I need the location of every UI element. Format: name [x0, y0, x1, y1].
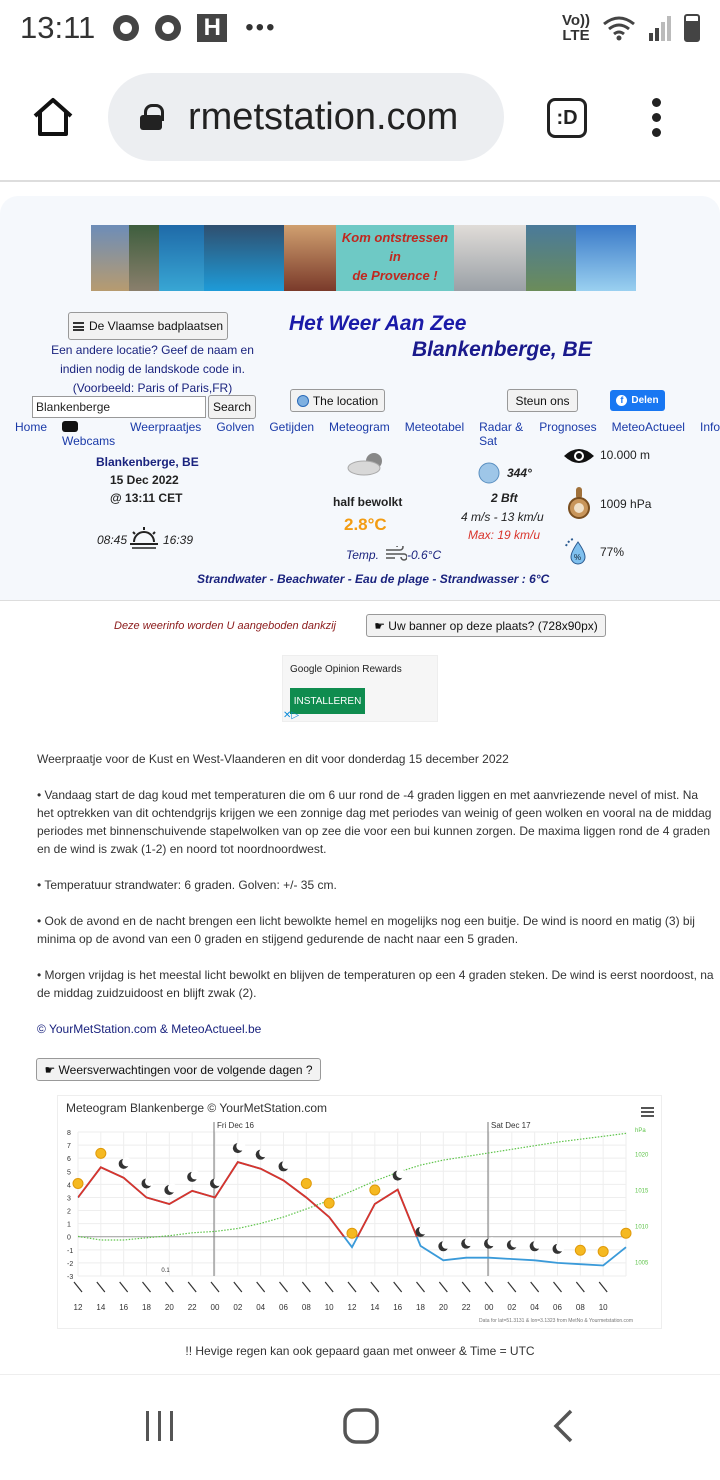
y2-tick-label: 1010 — [635, 1224, 649, 1231]
google-ad[interactable] — [282, 655, 438, 722]
nav-radar-sat[interactable]: Radar & Sat — [479, 420, 524, 448]
hamburger-icon — [73, 322, 84, 331]
sun-symbol — [598, 1247, 608, 1257]
feels-like-label: Temp. — [346, 548, 379, 562]
y-tick-label: 7 — [67, 1143, 71, 1151]
moon-symbol-mask — [236, 1142, 245, 1151]
sea-water-temp: Strandwater - Beachwater - Eau de plage - Strandwasser : 6°C — [197, 572, 550, 586]
moon-symbol-mask — [122, 1157, 131, 1166]
nav-weerpraatjes[interactable]: Weerpraatjes — [130, 420, 202, 434]
wind-direction-icon — [477, 460, 501, 486]
status-time: 13:11 — [20, 10, 96, 45]
y-tick-label: -1 — [67, 1247, 74, 1255]
x-tick-label: 02 — [233, 1303, 243, 1312]
x-tick-label: 22 — [187, 1303, 197, 1312]
wind-beaufort: 2 Bft — [491, 491, 518, 505]
wind-arrow — [302, 1282, 310, 1292]
wind-arrow — [325, 1282, 333, 1292]
x-tick-label: 08 — [301, 1303, 311, 1312]
chart-menu-icon — [641, 1107, 654, 1109]
wind-arrow — [211, 1282, 219, 1292]
moon-symbol-mask — [488, 1237, 497, 1246]
y2-tick-label: 1020 — [635, 1152, 649, 1159]
weather-time: @ 13:11 CET — [110, 491, 183, 505]
chrome-notification-icon — [113, 15, 139, 41]
wifi-icon — [602, 15, 636, 41]
moon-symbol-mask — [396, 1169, 405, 1178]
support-button[interactable]: Steun ons — [507, 389, 578, 412]
sunrise-time: 08:45 — [97, 533, 128, 547]
page-content — [0, 196, 720, 1374]
google-ad-title: Google Opinion Rewards — [290, 664, 402, 675]
chart-credit: Data for lat=51.3131 & lon=3.1323 from MetNo & Yourmetstation.com — [479, 1318, 633, 1324]
sun-symbol — [347, 1228, 357, 1238]
ad-banner[interactable] — [91, 225, 636, 291]
divider — [0, 600, 720, 601]
moon-symbol-mask — [191, 1170, 200, 1179]
moon-symbol-mask — [214, 1177, 223, 1186]
banner-photo — [526, 225, 576, 291]
nav-meteotabel[interactable]: Meteotabel — [404, 420, 465, 434]
y-tick-label: -2 — [67, 1260, 74, 1268]
weather-condition: half bewolkt — [333, 495, 403, 509]
nav-golven[interactable]: Golven — [216, 420, 255, 434]
wind-arrow — [97, 1282, 105, 1292]
x-tick-label: 04 — [256, 1303, 266, 1312]
forecast-button[interactable]: ☛ Weersverwachtingen voor de volgende dagen ? — [36, 1058, 321, 1081]
banner-photo — [204, 225, 284, 291]
banner-photo — [129, 225, 159, 291]
y-tick-label: 0 — [67, 1234, 71, 1242]
chart-menu-icon — [641, 1115, 654, 1117]
sun-symbol — [575, 1245, 585, 1255]
x-tick-label: 16 — [119, 1303, 129, 1312]
report-paragraph: • Ook de avond en de nacht brengen een licht bewolkte hemel en mogelijks nog een buitje. De wind is noord en matig (3) bij minima op de avond van een 0 graden en stijgend gedurende de nacht naar een 5 graden. — [37, 914, 695, 946]
x-tick-label: 06 — [553, 1303, 562, 1312]
nav-info[interactable]: Info — [699, 420, 720, 434]
weather-report — [37, 750, 717, 1056]
h-app-icon: H — [197, 14, 227, 42]
x-tick-label: 08 — [575, 1303, 585, 1312]
wind-arrow — [531, 1282, 539, 1292]
pressure-value: 1009 hPa — [600, 497, 652, 511]
x-tick-label: 14 — [370, 1303, 380, 1312]
globe-icon — [297, 395, 309, 407]
signal-icon — [648, 15, 672, 41]
moon-symbol-mask — [145, 1177, 154, 1186]
banner-photo — [91, 225, 129, 291]
report-paragraph: • Vandaag start de dag koud met temperaturen die om 6 uur rond de -4 graden liggen en met aanvriezende nevel of mist. Na het optrekken van dit ochtendgrijs krijgen we een zonnige dag met periodes van weinig of geen wolken en vooral na de middag periodes met binnenschuivende stapelwolken van op zee die voor een bui kunnen zorgen. De maxima liggen rond de 4 graden en de wind is zwak (1-2) en noord tot noordnoordwest. — [37, 788, 712, 856]
site-nav — [0, 420, 720, 448]
site-title: Het Weer Aan Zee — [289, 312, 467, 335]
wind-arrow — [599, 1282, 607, 1292]
location-prompt: Een andere locatie? Geef de naam en indien nodig de landskode code in. (Voorbeeld: Paris of Paris,FR) — [51, 343, 254, 395]
lte-indicator: Vo)) LTE — [561, 12, 590, 44]
moon-symbol-mask — [282, 1160, 291, 1169]
url-text: rmetstation.com — [188, 95, 459, 138]
nav-home[interactable]: Home — [15, 420, 48, 434]
x-tick-label: 12 — [73, 1303, 83, 1312]
wind-direction: 344° — [507, 466, 532, 480]
search-button[interactable]: Search — [208, 395, 256, 419]
beaches-button[interactable]: De Vlaamse badplaatsen — [68, 312, 228, 340]
barometer-icon — [568, 486, 590, 520]
tab-switcher-button[interactable]: :D — [547, 98, 587, 138]
banner-photo — [454, 225, 526, 291]
x-tick-label: 10 — [598, 1303, 608, 1312]
wind-chill-icon — [385, 546, 407, 562]
nav-meteoactueel[interactable]: MeteoActueel — [611, 420, 685, 434]
google-ad-install-button[interactable]: INSTALLEREN — [290, 688, 365, 714]
y-tick-label: -3 — [67, 1274, 74, 1281]
partly-cloudy-icon — [344, 450, 392, 478]
wind-speed: 4 m/s - 13 km/u — [461, 510, 544, 524]
wind-arrow — [165, 1282, 173, 1292]
current-temperature: 2.8°C — [344, 515, 387, 534]
chart-menu-icon — [641, 1111, 654, 1113]
y2-tick-label: 1015 — [635, 1188, 649, 1195]
x-tick-label: 10 — [324, 1303, 334, 1312]
sun-symbol — [301, 1178, 311, 1188]
y-tick-label: 6 — [67, 1156, 71, 1164]
wind-arrow — [234, 1282, 242, 1292]
wind-arrow — [439, 1282, 447, 1292]
back-icon[interactable] — [550, 1408, 576, 1444]
wind-arrow — [280, 1282, 288, 1292]
wind-arrow — [348, 1282, 356, 1292]
facebook-icon: f — [616, 395, 627, 406]
recent-apps-icon[interactable] — [143, 1409, 177, 1443]
eye-icon — [563, 446, 595, 466]
wind-arrow — [188, 1282, 196, 1292]
x-tick-label: 02 — [507, 1303, 517, 1312]
browser-menu-icon[interactable] — [650, 98, 662, 140]
battery-icon — [684, 14, 700, 42]
camera-icon — [62, 421, 78, 432]
report-intro: Weerpraatje voor de Kust en West-Vlaanderen en dit voor donderdag 15 december 2022 — [37, 752, 509, 766]
status-bar — [0, 0, 720, 56]
x-tick-label: 12 — [347, 1303, 357, 1312]
wind-arrow — [257, 1282, 265, 1292]
home-icon[interactable] — [32, 96, 74, 138]
facebook-share-button[interactable]: f Delen — [610, 390, 665, 411]
location-button[interactable]: The location — [290, 389, 385, 412]
moon-symbol-mask — [510, 1238, 519, 1247]
wind-arrow — [120, 1282, 128, 1292]
wind-arrow — [74, 1282, 82, 1292]
chart-title: Meteogram Blankenberge © YourMetStation.com — [66, 1101, 327, 1115]
feels-like-temp: -0.6°C — [407, 548, 442, 562]
x-tick-label: 04 — [530, 1303, 540, 1312]
wind-arrow — [394, 1282, 402, 1292]
browser-toolbar — [0, 56, 720, 182]
wind-arrow — [485, 1282, 493, 1292]
x-tick-label: 14 — [96, 1303, 106, 1312]
moon-symbol-mask — [259, 1148, 268, 1157]
moon-symbol-mask — [465, 1237, 474, 1246]
wind-max: Max: 19 km/u — [468, 528, 541, 542]
moon-symbol-mask — [533, 1240, 542, 1249]
wind-arrow — [371, 1282, 379, 1292]
y-tick-label: 4 — [67, 1182, 71, 1190]
y-tick-label: 3 — [67, 1195, 71, 1203]
home-nav-icon[interactable] — [342, 1407, 380, 1445]
humidity-icon — [563, 536, 593, 566]
day-label: Sat Dec 17 — [491, 1121, 531, 1130]
banner-ad-text: Kom ontstressen in de Provence ! — [336, 225, 454, 291]
nav-getijden[interactable]: Getijden — [269, 420, 315, 434]
day-label: Fri Dec 16 — [217, 1121, 254, 1130]
banner-request-button[interactable]: ☛ Uw banner op deze plaats? (728x90px) — [366, 614, 606, 637]
banner-photo — [284, 225, 336, 291]
precip-label: 0.1 — [161, 1268, 170, 1274]
wind-arrow — [576, 1282, 584, 1292]
report-paragraph: • Morgen vrijdag is het meestal licht bewolkt en blijven de temperaturen op een 4 graden steken. De wind is eerst noordoost, na de middag zuidzuidoost en blijft zwak (2). — [37, 968, 714, 1000]
y-tick-label: 1 — [67, 1221, 71, 1229]
x-tick-label: 06 — [279, 1303, 288, 1312]
x-tick-label: 22 — [461, 1303, 471, 1312]
sun-symbol — [324, 1198, 334, 1208]
x-tick-label: 00 — [484, 1303, 494, 1312]
moon-symbol-mask — [442, 1240, 451, 1249]
wind-arrow — [143, 1282, 151, 1292]
y-tick-label: 5 — [67, 1169, 71, 1177]
moon-symbol-mask — [419, 1225, 428, 1234]
banner-photo — [159, 225, 204, 291]
humidity-value: 77% — [600, 545, 625, 559]
banner-photo — [576, 225, 636, 291]
svg-text:%: % — [574, 553, 582, 562]
wind-arrow — [417, 1282, 425, 1292]
visibility-value: 10.000 m — [600, 448, 651, 462]
y-tick-label: 8 — [67, 1130, 71, 1137]
nav-prognoses[interactable]: Prognoses — [539, 420, 597, 434]
sun-symbol — [370, 1185, 380, 1195]
wind-arrow — [554, 1282, 562, 1292]
y2-tick-label: 1005 — [635, 1260, 649, 1267]
more-notifications-icon: ••• — [245, 14, 277, 41]
address-bar[interactable] — [108, 73, 504, 161]
chrome-notification-icon — [155, 15, 181, 41]
adchoices-icon[interactable]: ✕▷ — [283, 710, 300, 721]
nav-webcams[interactable]: Webcams — [62, 420, 115, 440]
sunrise-sunset-icon — [128, 526, 160, 552]
header-card — [0, 196, 720, 601]
x-tick-label: 20 — [438, 1303, 448, 1312]
weather-date: 15 Dec 2022 — [110, 473, 179, 487]
meteogram-chart — [57, 1095, 662, 1329]
sun-symbol — [96, 1148, 106, 1158]
x-tick-label: 20 — [164, 1303, 174, 1312]
weather-place: Blankenberge, BE — [96, 455, 199, 469]
x-tick-label: 16 — [393, 1303, 403, 1312]
location-search-input[interactable]: Blankenberge — [32, 396, 206, 418]
report-paragraph: • Temperatuur strandwater: 6 graden. Golven: +/- 35 cm. — [37, 878, 337, 892]
moon-symbol-mask — [168, 1184, 177, 1193]
footer-note: !! Hevige regen kan ook gepaard gaan met onweer & Time = UTC — [185, 1344, 535, 1358]
report-credit[interactable]: © YourMetStation.com & MeteoActueel.be — [37, 1022, 262, 1036]
sun-symbol — [621, 1228, 631, 1238]
sun-symbol — [73, 1178, 83, 1188]
moon-symbol-mask — [556, 1242, 565, 1251]
nav-meteogram[interactable]: Meteogram — [329, 420, 390, 434]
x-tick-label: 18 — [416, 1303, 425, 1312]
location-title: Blankenberge, BE — [412, 338, 592, 361]
system-navigation-bar — [0, 1374, 720, 1480]
meteogram-svg — [58, 1096, 663, 1330]
y2-tick-label: hPa — [635, 1128, 646, 1134]
x-tick-label: 00 — [210, 1303, 220, 1312]
wind-arrow — [462, 1282, 470, 1292]
y-tick-label: 2 — [67, 1208, 71, 1216]
x-tick-label: 18 — [142, 1303, 151, 1312]
sunset-time: 16:39 — [163, 533, 194, 547]
lock-icon — [140, 104, 162, 130]
wind-arrow — [508, 1282, 516, 1292]
sponsor-thanks: Deze weerinfo worden U aangeboden dankzij — [114, 620, 336, 632]
